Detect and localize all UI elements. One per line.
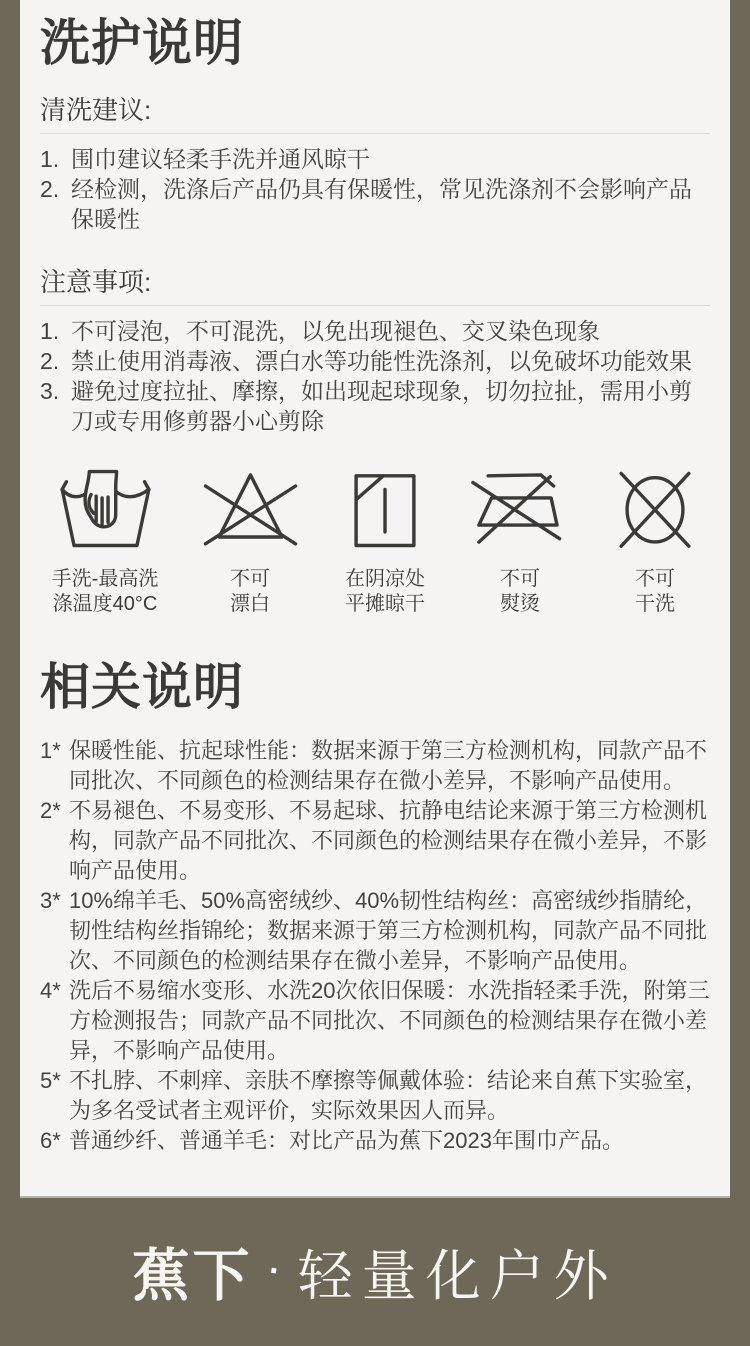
wash-advice-heading: 清洗建议: (40, 95, 152, 125)
dry-flat-shade-icon (351, 469, 419, 554)
list-item-text: 经检测，洗涤后产品仍具有保暖性，常见洗涤剂不会影响产品保暖性 (71, 176, 692, 232)
list-item-number: 1. (40, 146, 60, 172)
note-item (40, 886, 710, 976)
care-symbol (195, 469, 305, 617)
care-list-item (40, 316, 710, 346)
no-bleach-icon (201, 469, 300, 554)
list-item-text: 不可浸泡，不可混洗，以免出现褪色、交叉染色现象 (71, 318, 600, 344)
care-symbol-label: 不可 熨烫 (500, 568, 540, 615)
list-item-text: 围巾建议轻柔手洗并通风晾干 (71, 146, 370, 172)
care-card (20, 0, 730, 1196)
care-list-item (40, 174, 710, 234)
care-symbol-label: 在阴凉处 平摊晾干 (345, 568, 425, 615)
note-number: 6* (40, 1128, 61, 1153)
note-item (40, 976, 710, 1066)
note-item (40, 796, 710, 886)
list-item-text: 禁止使用消毒液、漂白水等功能性洗涤剂，以免破坏功能效果 (71, 348, 692, 374)
list-item-number: 2. (40, 176, 60, 202)
care-symbols (40, 469, 710, 617)
note-text: 不易褪色、不易变形、不易起球、抗静电结论来源于第三方检测机构，同款产品不同批次、不同颜色的检测结果存在微小差异，不影响产品使用。 (69, 798, 708, 883)
section-wash-advice (40, 94, 710, 234)
care-symbol-label: 不可 干洗 (635, 568, 675, 615)
list-item-text: 避免过度拉扯、摩擦，如出现起球现象，切勿拉扯，需用小剪刀或专用修剪器小心剪除 (71, 378, 692, 434)
brand-slogan: 轻量化户外 (297, 1244, 618, 1307)
notes-list (40, 736, 710, 1156)
precautions-heading: 注意事项: (40, 267, 152, 297)
care-symbol (330, 469, 440, 617)
note-text: 不扎脖、不刺痒、亲肤不摩擦等佩戴体验：结论来自蕉下实验室，为多名受试者主观评价，实际效果因人而异。 (69, 1068, 708, 1123)
care-symbol (465, 469, 575, 617)
note-number: 2* (40, 798, 61, 823)
care-symbol-label: 不可 漂白 (230, 568, 270, 615)
no-iron-icon (471, 469, 570, 554)
precautions-list (40, 316, 710, 436)
list-item-number: 2. (40, 348, 60, 374)
brand-logo: 蕉下 (132, 1244, 253, 1308)
notes-title: 相关说明 (40, 659, 244, 715)
note-text: 10%绵羊毛、50%高密绒纱、40%韧性结构丝：高密绒纱指腈纶，韧性结构丝指锦纶；数据来源于第三方检测机构，同款产品不同批次、不同颜色的检测结果存在微小差异，不影响产品使用。 (69, 888, 708, 973)
note-number: 1* (40, 738, 61, 763)
note-text: 洗后不易缩水变形、水洗20次依旧保暖：水洗指轻柔手洗，附第三方检测报告；同款产品不同批次、不同颜色的检测结果存在微小差异，不影响产品使用。 (69, 978, 710, 1063)
brand-footer (0, 1196, 750, 1346)
care-list-item (40, 346, 710, 376)
note-number: 3* (40, 888, 61, 913)
care-list-item (40, 144, 710, 174)
list-item-number: 3. (40, 378, 60, 404)
care-list-item (40, 376, 710, 436)
care-symbol-label: 手洗-最高洗 涤温度40°C (51, 568, 159, 615)
care-symbol (40, 469, 170, 617)
page-title: 洗护说明 (40, 15, 244, 71)
divider (40, 305, 710, 306)
wash-advice-list (40, 144, 710, 234)
care-symbol (600, 469, 710, 617)
brand-separator-dot: · (266, 1251, 284, 1291)
hand-wash-icon (57, 469, 154, 554)
note-item (40, 736, 710, 796)
note-text: 保暖性能、抗起球性能：数据来源于第三方检测机构，同款产品不同批次、不同颜色的检测结果存在微小差异，不影响产品使用。 (69, 738, 708, 793)
note-number: 5* (40, 1068, 61, 1093)
no-dry-clean-icon (611, 469, 699, 554)
divider (40, 133, 710, 134)
note-item (40, 1066, 710, 1126)
note-item (40, 1126, 710, 1156)
list-item-number: 1. (40, 318, 60, 344)
note-text: 普通纱纤、普通羊毛：对比产品为蕉下2023年围巾产品。 (69, 1128, 624, 1153)
section-precautions (40, 266, 710, 436)
note-number: 4* (40, 978, 61, 1003)
